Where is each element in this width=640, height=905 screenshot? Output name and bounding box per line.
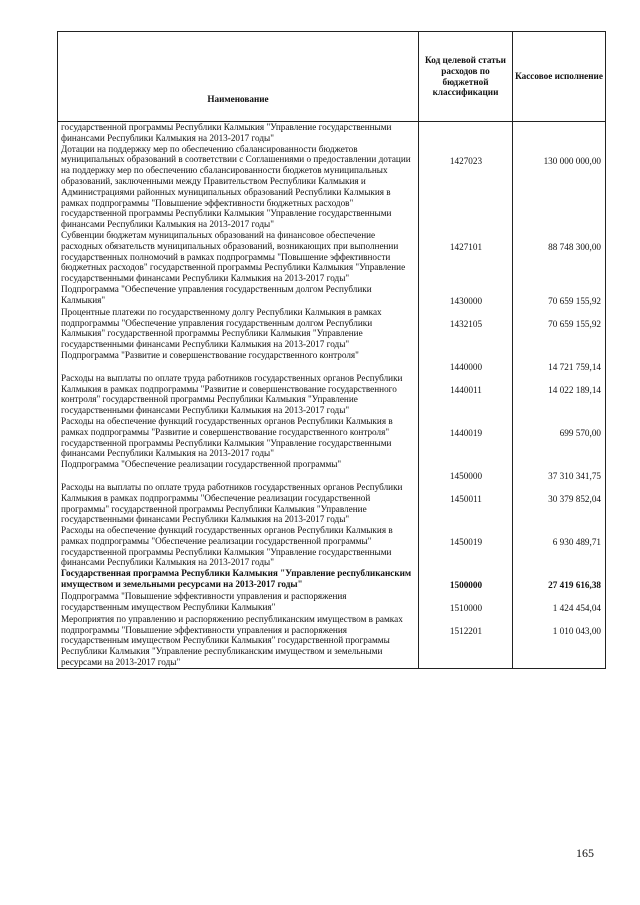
cell-code [419, 122, 513, 144]
cell-amount: 27 419 616,38 [513, 568, 606, 591]
cell-amount: 1 010 043,00 [513, 614, 606, 668]
cell-name: Дотации на поддержку мер по обеспечению сбалансированности бюджетов муниципальных образований в соответствии с Соглашениями о предоставлении дотации на поддержку мер по обеспечению сбалансированности бюджетов муниципальных образований, заключенными между Правительством Республики Калмыкия и Администрациями районных муниципальных образований Республики Калмыкия в рамках подпрограммы "Повышение эффективности бюджетных расходов" государственной программы Республики Калмыкия "Управление государственными финансами Республики Калмыкия на 2013-2017 годы" [58, 144, 419, 230]
table-row [58, 525, 606, 568]
cell-name: Подпрограмма "Повышение эффективности управления и распоряжения государственным имуществом Республики Калмыкия" [58, 591, 419, 614]
cell-amount: 130 000 000,00 [513, 144, 606, 230]
table-row [58, 416, 606, 459]
cell-name: Расходы на обеспечение функций государственных органов Республики Калмыкия в рамках подпрограммы "Обеспечение реализации государственной программы" государственной программы Республики Калмыкия "Управление государственными финансами Республики Калмыкия на 2013-2017 годы" [58, 525, 419, 568]
cell-name: государственной программы Республики Калмыкия "Управление государственными финансами Республики Калмыкия на 2013-2017 годы" [58, 122, 419, 144]
cell-name: Расходы на выплаты по оплате труда работников государственных органов Республики Калмыкия в рамках подпрограммы "Развитие и совершенствование государственного контроля" государственной программы Республики Калмыкия "Управление государственными финансами Республики Калмыкия на 2013-2017 годы" [58, 373, 419, 416]
cell-code: 1440011 [419, 373, 513, 416]
cell-amount: 88 748 300,00 [513, 230, 606, 284]
table-row [58, 591, 606, 614]
table-row [58, 373, 606, 416]
cell-name: Субвенции бюджетам муниципальных образований на финансовое обеспечение расходных обязательств муниципальных образований, возникающих при выполнении государственных полномочий в рамках подпрограммы "Повышение эффективности бюджетных расходов" государственной программы Республики Калмыкия "Управление государственными финансами Республики Калмыкия на 2013-2017 годы" [58, 230, 419, 284]
cell-amount: 14 721 759,14 [513, 350, 606, 373]
cell-name: Процентные платежи по государственному долгу Республики Калмыкия в рамках подпрограммы "Обеспечение управления государственным долгом Республики Калмыкия" государственной программы Республики Калмыкия "Управление государственными финансами Республики Калмыкия на 2013-2017 годы" [58, 307, 419, 350]
cell-code: 1427023 [419, 144, 513, 230]
cell-amount: 6 930 489,71 [513, 525, 606, 568]
header-name: Наименование [58, 32, 419, 122]
budget-table [57, 31, 606, 669]
table-row [58, 122, 606, 144]
cell-amount: 37 310 341,75 [513, 459, 606, 482]
cell-code: 1427101 [419, 230, 513, 284]
cell-name: Подпрограмма "Развитие и совершенствование государственного контроля" [58, 350, 419, 373]
cell-code: 1430000 [419, 284, 513, 307]
cell-name: Государственная программа Республики Калмыкия "Управление республиканским имуществом и земельными ресурсами на 2013-2017 годы" [58, 568, 419, 591]
table-body [58, 122, 606, 669]
cell-name: Подпрограмма "Обеспечение реализации государственной программы" [58, 459, 419, 482]
cell-name: Подпрограмма "Обеспечение управления государственным долгом Республики Калмыкия" [58, 284, 419, 307]
table-row [58, 230, 606, 284]
cell-amount: 70 659 155,92 [513, 307, 606, 350]
header-amount: Кассовое исполнение [513, 32, 606, 122]
table-row [58, 568, 606, 591]
cell-name: Мероприятия по управлению и распоряжению республиканским имуществом в рамках подпрограммы "Повышение эффективности управления и распоряжения государственным имуществом Республики Калмыкия" государственной программы Республики Калмыкия "Управление республиканским имуществом и земельными ресурсами на 2013-2017 годы" [58, 614, 419, 668]
table-row [58, 482, 606, 525]
table-row [58, 307, 606, 350]
table-row [58, 284, 606, 307]
cell-amount: 14 022 189,14 [513, 373, 606, 416]
page-number: 165 [576, 846, 594, 860]
table-header-row [58, 32, 606, 122]
cell-code: 1450011 [419, 482, 513, 525]
cell-amount: 699 570,00 [513, 416, 606, 459]
table-row [58, 144, 606, 230]
cell-code: 1440000 [419, 350, 513, 373]
cell-amount: 30 379 852,04 [513, 482, 606, 525]
cell-code: 1432105 [419, 307, 513, 350]
cell-name: Расходы на обеспечение функций государственных органов Республики Калмыкия в рамках подпрограммы "Развитие и совершенствование государственного контроля" государственной программы Республики Калмыкия "Управление государственными финансами Республики Калмыкия на 2013-2017 годы" [58, 416, 419, 459]
cell-code: 1450000 [419, 459, 513, 482]
cell-code: 1440019 [419, 416, 513, 459]
cell-amount: 1 424 454,04 [513, 591, 606, 614]
table-row [58, 350, 606, 373]
cell-code: 1510000 [419, 591, 513, 614]
cell-amount [513, 122, 606, 144]
cell-code: 1500000 [419, 568, 513, 591]
cell-amount: 70 659 155,92 [513, 284, 606, 307]
cell-code: 1512201 [419, 614, 513, 668]
header-code: Код целевой статьи расходов по бюджетной классификации [419, 32, 513, 122]
table-row [58, 614, 606, 668]
cell-name: Расходы на выплаты по оплате труда работников государственных органов Республики Калмыкия в рамках подпрограммы "Обеспечение реализации государственной программы" государственной программы Республики Калмыкия "Управление государственными финансами Республики Калмыкия на 2013-2017 годы" [58, 482, 419, 525]
table-row [58, 459, 606, 482]
cell-code: 1450019 [419, 525, 513, 568]
